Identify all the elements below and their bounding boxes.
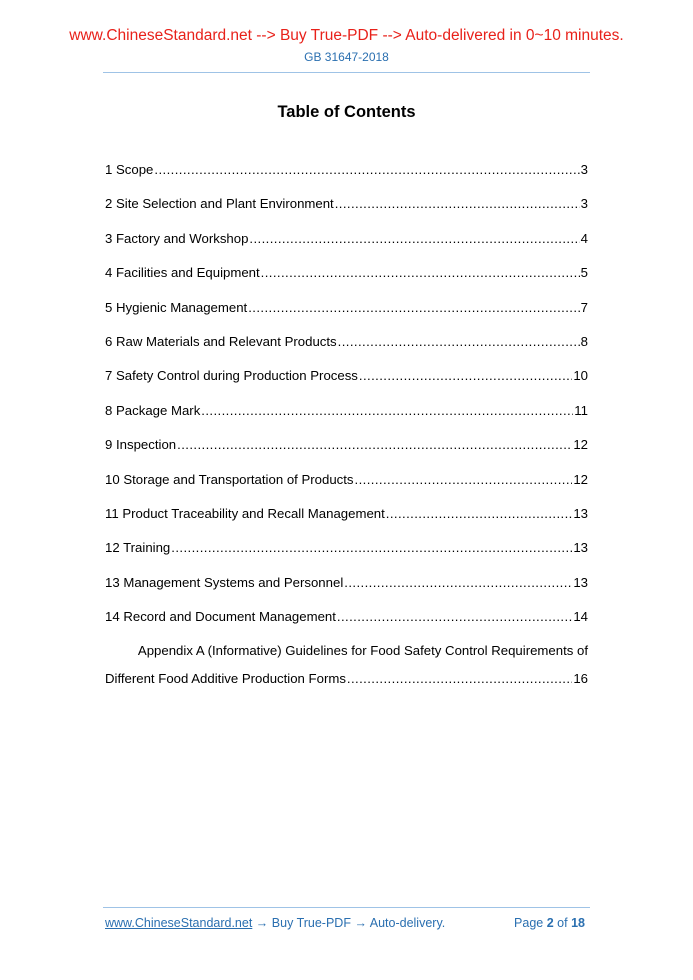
toc-entry-label: 12 Training [105, 540, 171, 556]
toc-entry-label: 13 Management Systems and Personnel [105, 574, 344, 590]
toc-entry[interactable] [105, 575, 588, 609]
toc-entry[interactable] [105, 472, 588, 506]
toc-leader-dots [249, 231, 579, 246]
toc-entry[interactable] [105, 196, 588, 230]
toc-entry-label: 3 Factory and Workshop [105, 230, 249, 246]
toc-entry-label: 9 Inspection [105, 437, 177, 453]
toc-entry[interactable] [105, 506, 588, 540]
toc-leader-dots [261, 265, 580, 280]
toc-entry[interactable] [105, 300, 588, 334]
toc-entry[interactable] [105, 609, 588, 643]
toc-entry-label: 10 Storage and Transportation of Products [105, 471, 354, 487]
toc-entry-label: 1 Scope [105, 162, 154, 177]
toc-leader-dots [335, 196, 580, 211]
toc-leader-dots [154, 162, 579, 177]
toc-leader-dots [347, 671, 572, 686]
toc-leader-dots [355, 472, 573, 487]
toc-entry-label: 11 Product Traceability and Recall Management [105, 505, 385, 521]
toc-entry-page: 12 [573, 437, 588, 453]
toc-entry-page: 3 [580, 162, 588, 177]
page-footer [105, 916, 585, 930]
toc-entry-label: 4 Facilities and Equipment [105, 265, 260, 281]
toc-entry-page: 7 [580, 299, 588, 315]
toc-entry[interactable] [105, 231, 588, 265]
footer-delivery-text: Auto-delivery. [369, 916, 446, 930]
toc-appendix-label-line2: Different Food Additive Production Forms [105, 671, 346, 687]
toc-entry-label: 8 Package Mark [105, 402, 201, 418]
toc-entry-page: 13 [573, 540, 588, 556]
toc-entry[interactable] [105, 334, 588, 368]
toc-leader-dots [338, 334, 580, 349]
toc-entry-label: 6 Raw Materials and Relevant Products [105, 333, 337, 349]
toc-entry-label: 14 Record and Document Management [105, 609, 336, 625]
toc-leader-dots [201, 403, 573, 418]
toc-entry-label: 5 Hygienic Management [105, 299, 248, 315]
page-current: 2 [546, 916, 554, 930]
table-of-contents [105, 162, 588, 706]
footer-divider [103, 907, 590, 908]
toc-entry[interactable] [105, 403, 588, 437]
arrow-right-icon: → [354, 916, 367, 930]
toc-leader-dots [359, 368, 572, 383]
toc-entry-page: 13 [573, 505, 588, 521]
header-divider [103, 72, 590, 73]
toc-leader-dots [386, 506, 573, 521]
toc-leader-dots [248, 300, 579, 315]
header-banner[interactable]: www.ChineseStandard.net --> Buy True-PDF --> Auto-delivered in 0~10 minutes. [69, 27, 624, 44]
standard-code: GB 31647-2018 [304, 50, 389, 64]
toc-entry-page: 3 [580, 196, 588, 212]
toc-appendix-page: 16 [573, 671, 588, 687]
page-of: of [557, 916, 568, 930]
footer-buy-text: Buy True-PDF [271, 916, 351, 930]
toc-entry-page: 11 [574, 402, 588, 418]
toc-entry-page: 12 [573, 471, 588, 487]
toc-entry-page: 4 [580, 230, 588, 246]
toc-entry-page: 8 [580, 333, 588, 349]
toc-entry[interactable] [105, 540, 588, 574]
toc-entry-label: 7 Safety Control during Production Process [105, 368, 358, 384]
page-total: 18 [571, 916, 585, 930]
toc-entry-appendix[interactable] [105, 643, 588, 705]
toc-leader-dots [171, 540, 572, 555]
toc-appendix-label-line1: Appendix A (Informative) Guidelines for Food Safety Control Requirements of [137, 643, 588, 659]
toc-entry-page: 13 [573, 574, 588, 590]
toc-entry[interactable] [105, 437, 588, 471]
page-word: Page [514, 916, 544, 930]
toc-entry-label: 2 Site Selection and Plant Environment [105, 196, 334, 212]
toc-leader-dots [337, 609, 572, 624]
toc-entry-page: 10 [573, 368, 588, 384]
toc-entry-page: 14 [573, 609, 588, 625]
toc-entry-page: 5 [580, 265, 588, 281]
footer-promo [105, 916, 445, 930]
toc-appendix-line2 [105, 671, 588, 705]
footer-site-link[interactable]: www.ChineseStandard.net [105, 916, 253, 930]
page-title: Table of Contents [277, 103, 416, 121]
toc-entry[interactable] [105, 368, 588, 402]
toc-entry[interactable] [105, 162, 588, 196]
arrow-right-icon: → [255, 916, 269, 930]
toc-entry[interactable] [105, 265, 588, 299]
toc-leader-dots [177, 437, 572, 452]
page-indicator [514, 916, 585, 930]
toc-leader-dots [344, 575, 572, 590]
